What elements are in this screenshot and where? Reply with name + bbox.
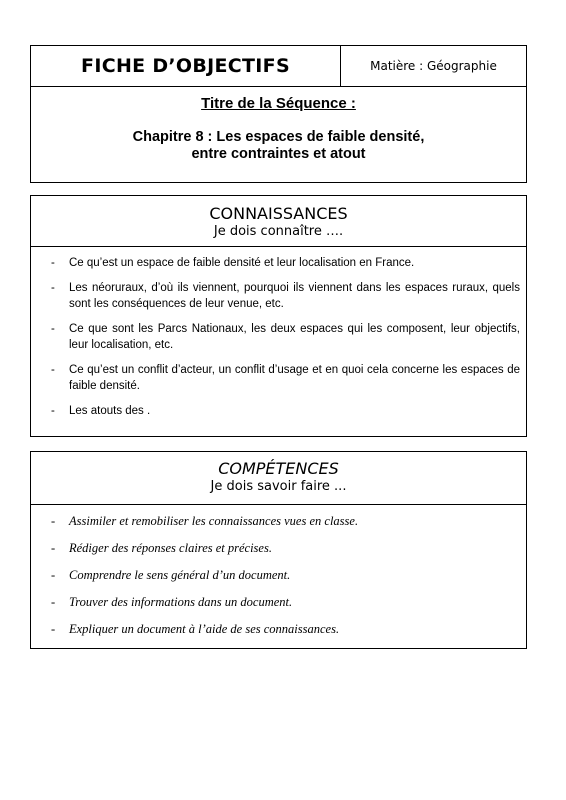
header-box [30,45,527,183]
competences-list [31,505,526,637]
bullet-dash: - [51,257,55,269]
list-item-text: Les néoruraux, d’où ils viennent, pourquoi ils viennent dans les espaces ruraux, quels sont les conséquences de leur venue, etc. [69,281,520,310]
connaissances-list [31,247,526,419]
bullet-dash: - [51,322,55,335]
list-item [51,255,520,272]
competences-subtitle: Je dois savoir faire ... [210,479,347,494]
chapter-title-line1: Chapitre 8 : Les espaces de faible densité, [132,129,425,145]
list-item [51,540,520,556]
list-item-text: Ce qu’est un espace de faible densité et leur localisation en France. [69,257,415,269]
bullet-dash: - [51,622,56,636]
list-item-text: Trouver des informations dans un document. [69,595,293,609]
bullet-dash: - [51,541,56,555]
list-item [51,621,520,637]
bullet-dash: - [51,568,56,582]
competences-title: COMPÉTENCES [218,459,339,478]
sequence-block [31,95,526,162]
bullet-dash: - [51,363,55,376]
connaissances-box [30,195,527,437]
connaissances-title: CONNAISSANCES [209,204,348,223]
bullet-dash: - [51,404,55,417]
list-item-text: Les atouts des . [69,404,151,417]
competences-box [30,451,527,649]
list-item-text: Comprendre le sens général d’un document. [69,568,291,582]
list-item [51,321,520,354]
list-item [51,594,520,610]
list-item [51,280,520,313]
list-item-text: Ce que sont les Parcs Nationaux, les deux espaces qui les composent, leur objectifs, leur localisation, etc. [69,322,520,351]
bullet-dash: - [51,595,56,609]
list-item-text: Assimiler et remobiliser les connaissances vues en classe. [69,514,359,528]
connaissances-header [31,196,526,247]
list-item-text: Ce qu’est un conflit d’acteur, un conflit d’usage et en quoi cela concerne les espaces de faible densité. [69,363,520,392]
subject-label: Matière : Géographie [370,59,497,73]
list-item [51,362,520,395]
list-item-text: Expliquer un document à l’aide de ses connaissances. [69,622,340,636]
sequence-label: Titre de la Séquence : [201,95,356,112]
list-item [51,403,520,420]
connaissances-subtitle: Je dois connaître …. [213,224,344,239]
document-title: FICHE D’OBJECTIFS [31,46,341,86]
bullet-dash: - [51,514,56,528]
chapter-title-line2: entre contraintes et atout [191,146,366,162]
bullet-dash: - [51,281,55,294]
header-top-row [31,46,526,87]
list-item [51,513,520,529]
list-item-text: Rédiger des réponses claires et précises. [69,541,272,555]
competences-header [31,452,526,505]
list-item [51,567,520,583]
